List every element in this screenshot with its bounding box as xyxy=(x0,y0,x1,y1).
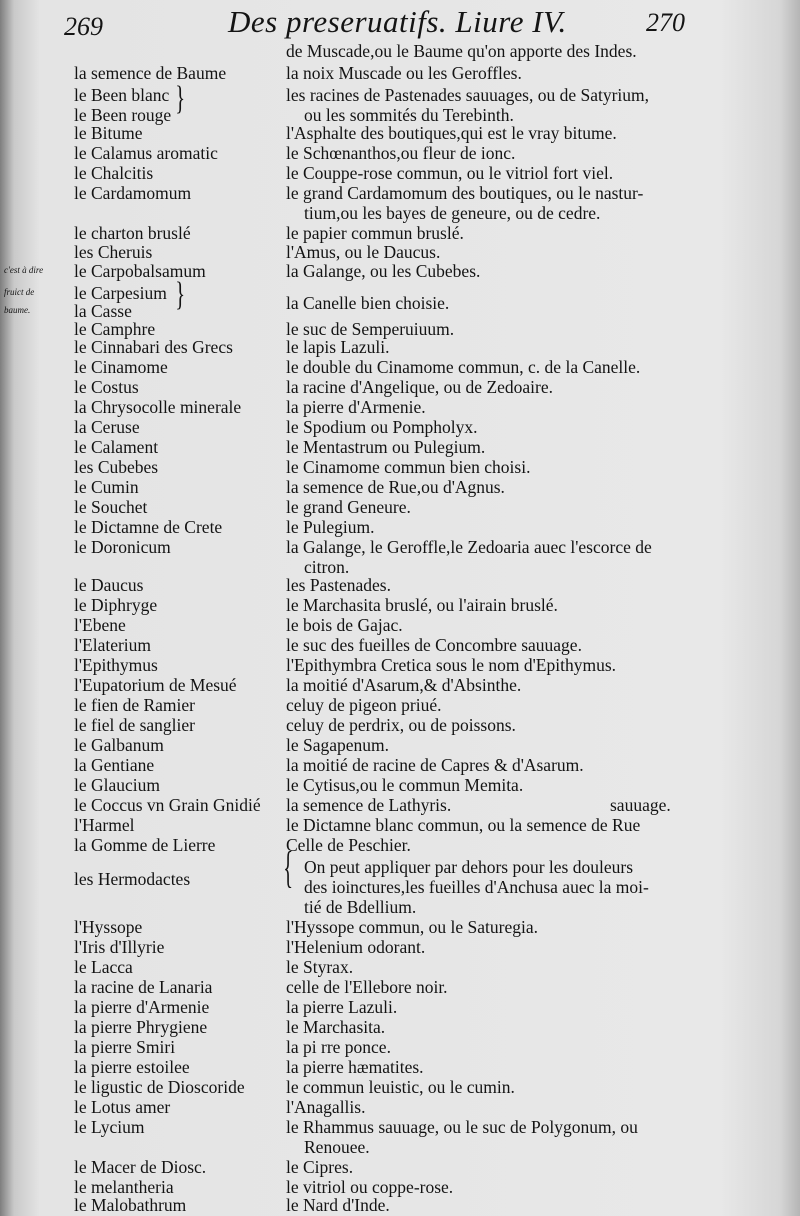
substitute-name: le vitriol ou coppe-rose. xyxy=(286,1177,454,1197)
substitute-name: le Mentastrum ou Pulegium. xyxy=(286,437,486,457)
simple-name: la Gomme de Lierre xyxy=(74,835,216,855)
simple-name: le Coccus vn Grain Gnidié xyxy=(74,795,261,815)
substitute-name: l'Hyssope commun, ou le Saturegia. xyxy=(286,917,538,937)
simple-name: le melantheria xyxy=(74,1177,174,1197)
substitute-name: la Galange, le Geroffle,le Zedoaria auec l'escorce de xyxy=(286,537,652,557)
substitute-name: la pierre Lazuli. xyxy=(286,997,398,1017)
running-title: Des preseruatifs. Liure IV. xyxy=(228,4,567,39)
substitute-name: tié de Bdellium. xyxy=(304,897,417,917)
substitute-name: le suc des fueilles de Concombre sauuage. xyxy=(286,635,582,655)
substitute-name: la semence de Rue,ou d'Agnus. xyxy=(286,477,505,497)
substitute-name: l'Helenium odorant. xyxy=(286,937,426,957)
substitute-name: la Canelle bien choisie. xyxy=(286,293,450,313)
simple-name: les Cheruis xyxy=(74,242,153,262)
substitute-name: le Pulegium. xyxy=(286,517,375,537)
simple-name: la Gentiane xyxy=(74,755,155,775)
simple-name: le Camphre xyxy=(74,319,156,339)
substitute-name: l'Epithymbra Cretica sous le nom d'Epithymus. xyxy=(286,655,617,675)
substitute-name: les racines de Pastenades sauuages, ou de Satyrium, xyxy=(286,85,650,105)
simple-name: le Souchet xyxy=(74,497,148,517)
simple-name: les Cubebes xyxy=(74,457,159,477)
simple-name: la Ceruse xyxy=(74,417,140,437)
simple-name: le Cumin xyxy=(74,477,139,497)
substitute-name: le bois de Gajac. xyxy=(286,615,403,635)
simple-name: le Costus xyxy=(74,377,139,397)
substitute-name: l'Anagallis. xyxy=(286,1097,366,1117)
substitute-name: le suc de Semperuiuum. xyxy=(286,319,455,339)
substitute-name: le lapis Lazuli. xyxy=(286,337,390,357)
substitute-name: le Couppe-rose commun, ou le vitriol fort viel. xyxy=(286,163,614,183)
substitute-name: le grand Cardamomum des boutiques, ou le nastur- xyxy=(286,183,644,203)
substitute-name: le grand Geneure. xyxy=(286,497,411,517)
substitute-name: le Dictamne blanc commun, ou la semence de Rue xyxy=(286,815,641,835)
simple-name: le Been rouge xyxy=(74,105,172,125)
substitute-name: tium,ou les bayes de geneure, ou de cedre. xyxy=(304,203,601,223)
substitute-name: la Galange, ou les Cubebes. xyxy=(286,261,481,281)
simple-name: le Diphryge xyxy=(74,595,158,615)
simple-name: le charton bruslé xyxy=(74,223,191,243)
simple-name: l'Eupatorium de Mesué xyxy=(74,675,237,695)
simple-name: le Carpesium xyxy=(74,283,167,303)
simple-name: le Dictamne de Crete xyxy=(74,517,223,537)
simple-name: le Lycium xyxy=(74,1117,145,1137)
substitute-name: Renouee. xyxy=(304,1137,370,1157)
substitute-name: la noix Muscade ou les Geroffles. xyxy=(286,63,522,83)
substitute-name: le Cipres. xyxy=(286,1157,354,1177)
substitute-name: la pierre hæmatites. xyxy=(286,1057,424,1077)
substitute-name: celuy de pigeon priué. xyxy=(286,695,442,715)
substitute-name: l'Amus, ou le Daucus. xyxy=(286,242,441,262)
simple-name: le fiel de sanglier xyxy=(74,715,195,735)
simple-name: le Doronicum xyxy=(74,537,171,557)
simple-name: la Chrysocolle minerale xyxy=(74,397,242,417)
substitute-name: le Rhammus sauuage, ou le suc de Polygonum, ou xyxy=(286,1117,638,1137)
simple-name: le Malobathrum xyxy=(74,1195,187,1215)
substitute-name: la pierre d'Armenie. xyxy=(286,397,426,417)
simple-name: le Cinamome xyxy=(74,357,168,377)
substitute-name: la moitié d'Asarum,& d'Absinthe. xyxy=(286,675,522,695)
substitute-name: la moitié de racine de Capres & d'Asarum. xyxy=(286,755,584,775)
substitute-name: la semence de Lathyris. xyxy=(286,795,452,815)
substitute-name: On peut appliquer par dehors pour les douleurs xyxy=(304,857,634,877)
simple-name: la Casse xyxy=(74,301,132,321)
simple-name: le Calamus aromatic xyxy=(74,143,218,163)
substitute-name: le commun leuistic, ou le cumin. xyxy=(286,1077,515,1097)
brace-carpesium: } xyxy=(175,276,186,313)
simple-name: le Galbanum xyxy=(74,735,164,755)
margin-note: baume. xyxy=(4,305,31,315)
simple-name: l'Hyssope xyxy=(74,917,143,937)
line-tail: sauuage. xyxy=(610,795,671,815)
substitute-name: le Spodium ou Pompholyx. xyxy=(286,417,478,437)
simple-name: la semence de Baume xyxy=(74,63,227,83)
substitute-name: le Cytisus,ou le commun Memita. xyxy=(286,775,524,795)
substitute-name: Celle de Peschier. xyxy=(286,835,411,855)
substitute-name: celle de l'Ellebore noir. xyxy=(286,977,448,997)
simple-name: le Lotus amer xyxy=(74,1097,171,1117)
substitute-name: le Cinamome commun bien choisi. xyxy=(286,457,531,477)
simple-name: l'Epithymus xyxy=(74,655,158,675)
substitute-name: l'Asphalte des boutiques,qui est le vray bitume. xyxy=(286,123,617,143)
substitute-name: le Marchasita bruslé, ou l'airain bruslé. xyxy=(286,595,558,615)
substitute-name: le Nard d'Inde. xyxy=(286,1195,390,1215)
brace-been: } xyxy=(175,80,186,117)
page-number-left: 269 xyxy=(64,12,103,41)
simple-name: l'Iris d'Illyrie xyxy=(74,937,165,957)
simple-name: le Macer de Diosc. xyxy=(74,1157,207,1177)
simple-name: l'Ebene xyxy=(74,615,126,635)
substitute-name: la pi rre ponce. xyxy=(286,1037,391,1057)
substitute-name: citron. xyxy=(304,557,350,577)
substitute-name: le Sagapenum. xyxy=(286,735,390,755)
simple-name: le Carpobalsamum xyxy=(74,261,206,281)
simple-name: le fien de Ramier xyxy=(74,695,195,715)
simple-name: la pierre estoilee xyxy=(74,1057,190,1077)
simple-name: les Hermodactes xyxy=(74,869,191,889)
simple-name: le Cinnabari des Grecs xyxy=(74,337,233,357)
substitute-name: le Marchasita. xyxy=(286,1017,386,1037)
margin-note: c'est à dire xyxy=(4,265,44,275)
simple-name: le Bitume xyxy=(74,123,143,143)
simple-name: la racine de Lanaria xyxy=(74,977,213,997)
substitute-name: le papier commun bruslé. xyxy=(286,223,464,243)
simple-name: l'Harmel xyxy=(74,815,135,835)
simple-name: le Cardamomum xyxy=(74,183,192,203)
substitute-name: les Pastenades. xyxy=(286,575,391,595)
simple-name: le Daucus xyxy=(74,575,144,595)
simple-name: la pierre Phrygiene xyxy=(74,1017,208,1037)
simple-name: le Chalcitis xyxy=(74,163,154,183)
simple-name: l'Elaterium xyxy=(74,635,152,655)
substitute-name: de Muscade,ou le Baume qu'on apporte des Indes. xyxy=(286,41,637,61)
simple-name: le Been blanc xyxy=(74,85,170,105)
simple-name: la pierre d'Armenie xyxy=(74,997,210,1017)
substitute-name: ou les sommités du Terebinth. xyxy=(304,105,514,125)
substitute-name: le Styrax. xyxy=(286,957,354,977)
simple-name: le ligustic de Dioscoride xyxy=(74,1077,245,1097)
page-number-right: 270 xyxy=(646,8,685,37)
simple-name: le Calament xyxy=(74,437,159,457)
substitute-name: la racine d'Angelique, ou de Zedoaire. xyxy=(286,377,553,397)
margin-note: fruict de xyxy=(4,287,35,297)
substitute-name: des ioinctures,les fueilles d'Anchusa auec la moi- xyxy=(304,877,649,897)
substitute-name: le double du Cinamome commun, c. de la Canelle. xyxy=(286,357,641,377)
substitute-name: celuy de perdrix, ou de poissons. xyxy=(286,715,516,735)
simple-name: la pierre Smiri xyxy=(74,1037,176,1057)
substitute-name: le Schœnanthos,ou fleur de ionc. xyxy=(286,143,516,163)
simple-name: le Glaucium xyxy=(74,775,161,795)
simple-name: le Lacca xyxy=(74,957,133,977)
brace-hermodactes: { xyxy=(283,844,294,893)
